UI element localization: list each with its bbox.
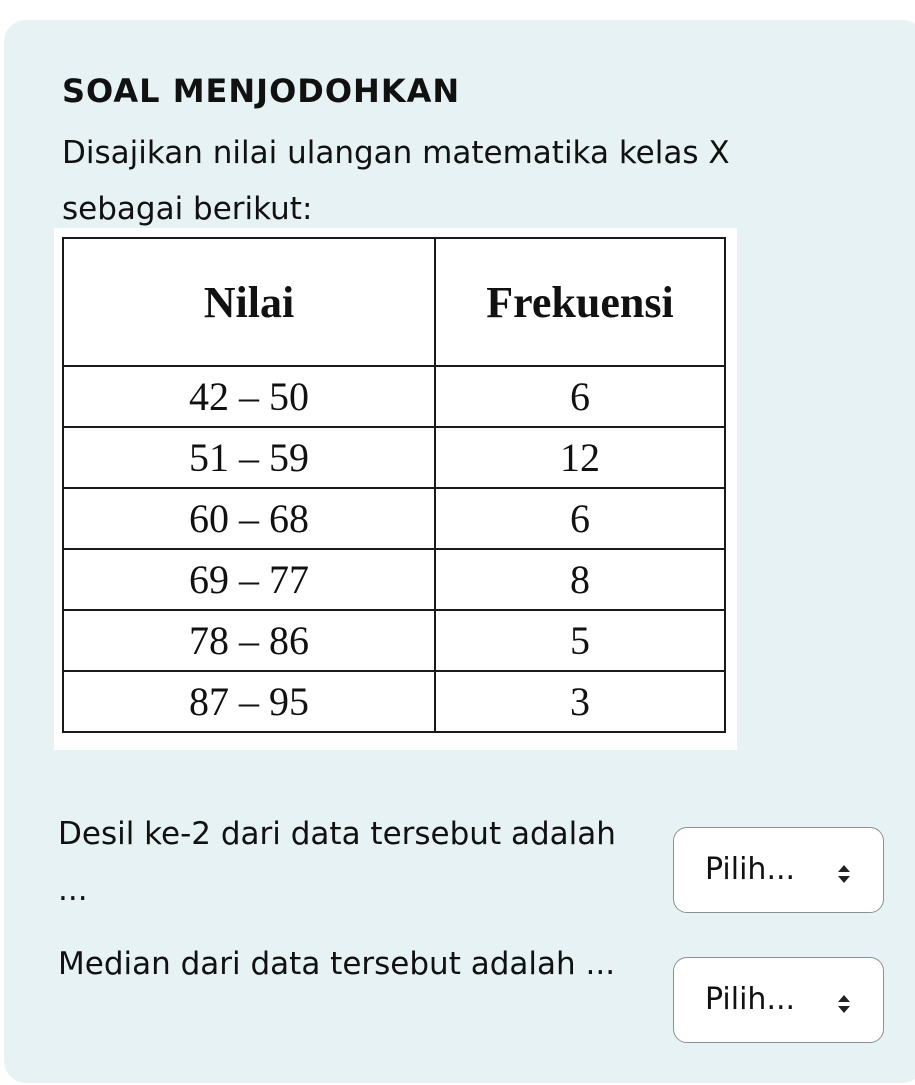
table-header-row xyxy=(63,238,725,366)
answer-select-1[interactable] xyxy=(673,827,884,913)
frequency-table xyxy=(62,237,726,733)
answer-select-2[interactable] xyxy=(673,957,884,1043)
frekuensi-cell: 3 xyxy=(435,671,725,732)
frekuensi-cell: 6 xyxy=(435,488,725,549)
table-row xyxy=(63,549,725,610)
nilai-cell: 78 – 86 xyxy=(63,610,435,671)
question-item-2-prompt: Median dari data tersebut adalah ... xyxy=(58,946,616,982)
frekuensi-cell: 12 xyxy=(435,427,725,488)
up-down-arrow-icon xyxy=(837,994,851,1014)
question-item-1-prompt: Desil ke-2 dari data tersebut adalah ... xyxy=(58,816,616,908)
table-row xyxy=(63,671,725,732)
up-down-arrow-icon xyxy=(837,864,851,884)
nilai-cell: 60 – 68 xyxy=(63,488,435,549)
column-header-frekuensi: Frekuensi xyxy=(435,238,725,366)
nilai-cell: 51 – 59 xyxy=(63,427,435,488)
table-row xyxy=(63,427,725,488)
table-row xyxy=(63,366,725,427)
table-row xyxy=(63,610,725,671)
question-intro: Disajikan nilai ulangan matematika kelas X sebagai berikut: xyxy=(62,135,730,227)
question-title: SOAL MENJODOHKAN xyxy=(62,72,461,110)
frekuensi-cell: 5 xyxy=(435,610,725,671)
table-row xyxy=(63,488,725,549)
frekuensi-cell: 8 xyxy=(435,549,725,610)
nilai-cell: 69 – 77 xyxy=(63,549,435,610)
nilai-cell: 42 – 50 xyxy=(63,366,435,427)
select-value: Pilih... xyxy=(705,852,796,887)
column-header-nilai: Nilai xyxy=(63,238,435,366)
frequency-table-image xyxy=(54,228,737,750)
frekuensi-cell: 6 xyxy=(435,366,725,427)
nilai-cell: 87 – 95 xyxy=(63,671,435,732)
select-value: Pilih... xyxy=(705,982,796,1017)
